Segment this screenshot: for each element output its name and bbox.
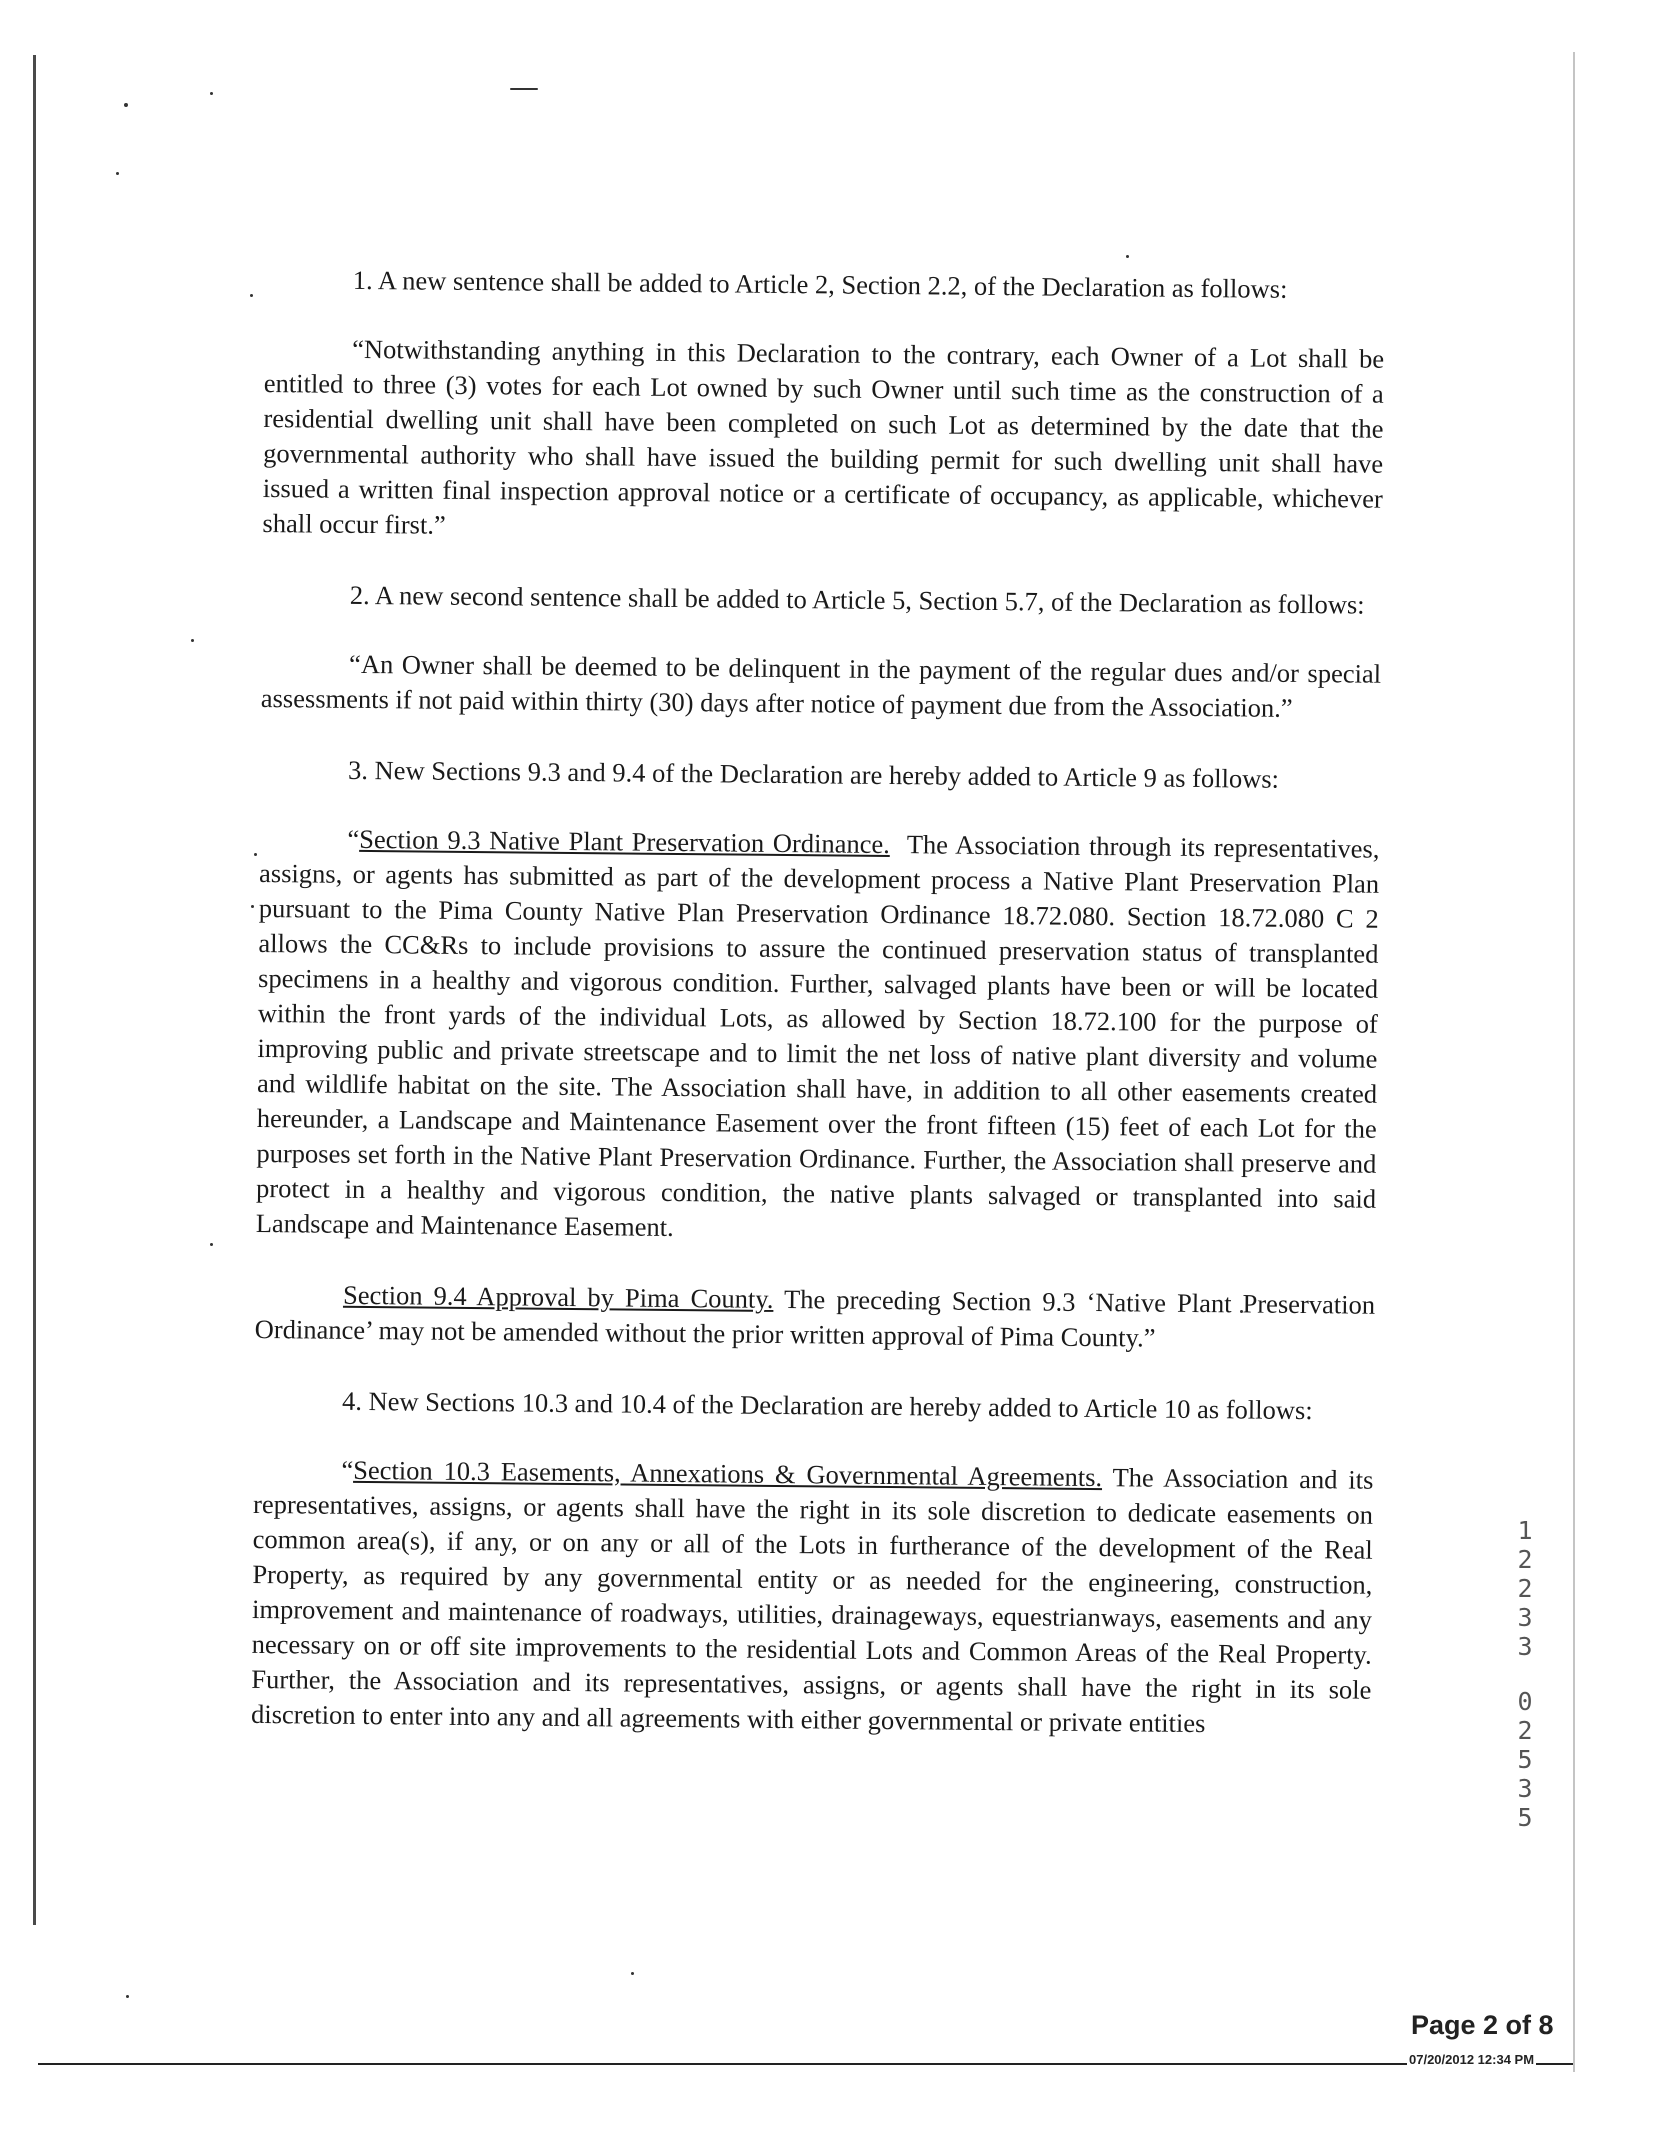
- stamp-bottom-digits: [1510, 1687, 1540, 1832]
- section-9-3-heading: Section 9.3 Native Plant Preservation Ordinance.: [359, 823, 891, 860]
- page-number-label: Page 2 of 8: [1411, 2010, 1554, 2040]
- scan-speck: [210, 1243, 213, 1246]
- stamp-digit: 3: [1517, 1774, 1533, 1803]
- footer-rule: [38, 2063, 1573, 2065]
- amendment-item-1: 1. A new sentence shall be added to Article 2, Section 2.2, of the Declaration as follows:: [352, 264, 1288, 304]
- section-10-3-paragraph: “Section 10.3 Easements, Annexations & Governmental Agreements. The Association and its representatives, assigns, or agents shall have the right in its sole discretion to dedicate easements on common area(s), if any, or on any or all of the Lots in furtherance of the development of the Real Property, as required by any governmental entity or as needed for the engineering, construction, improvement and maintenance of roadways, utilities, drainageways, equestrianways, easements and any necessary on or off site improvements to the residential Lots and Common Areas of the Real Property. Further, the Association and its representatives, assigns, or agents shall have the right in its sole discretion to enter into any and all agreements with either governmental or private entities: [250, 1454, 1374, 1739]
- section-10-3-heading: Section 10.3 Easements, Annexations & Governmental Agreements.: [353, 1454, 1103, 1493]
- stamp-digit: 5: [1517, 1745, 1533, 1774]
- scan-edge-left: [33, 55, 36, 1925]
- stamp-digit: 3: [1517, 1603, 1533, 1632]
- scan-speck: [251, 905, 254, 908]
- scan-speck: [191, 639, 194, 642]
- amendment-2-quote: “An Owner shall be deemed to be delinquent in the payment of the regular dues and/or special assessments if not paid within thirty (30) days after notice of payment due from the Association.”: [260, 648, 1382, 723]
- stamp-digit: 3: [1517, 1632, 1533, 1661]
- scan-speck: [631, 1972, 634, 1975]
- section-9-4-paragraph: [255, 1277, 1376, 1358]
- amendment-1-quote: “Notwithstanding anything in this Declaration to the contrary, each Owner of a Lot shall be entitled to three (3) votes for each Lot owned by such Owner until such time as the construction of a residential dwelling unit shall have been completed on such Lot as determined by the date that the governmental authority who shall have issued the building permit for such dwelling unit shall have issued a written final inspection approval notice or a certificate of occupancy, as applicable, whichever shall occur first.”: [262, 333, 1385, 540]
- amendment-item-3: 3. New Sections 9.3 and 9.4 of the Declaration are hereby added to Article 9 as follows:: [347, 754, 1280, 794]
- section-9-3-text: The Association through its representatives, assigns, or agents has submitted as part of the development process a Native Plant Preservation Plan pursuant to the Pima County Native Plan Preservation Ordinance 18.72.080. Section 18.72.080 C 2 allows the CC&Rs to include provisions to assure the continued preservation status of transplanted specimens in a healthy and vigorous condition. Further, salvaged plants have been or will be located within the front yards of the individual Lots, as allowed by Section 18.72.100 for the purpose of improving public and private streetscape and to limit the net loss of native plant diversity and volume and wildlife habitat on the site. The Association shall have, in addition to all other easements created hereunder, a Landscape and Maintenance Easement over the front fifteen (15) feet of each Lot for the purposes set forth in the Native Plant Preservation Ordinance. Further, the Association shall preserve and protect in a healthy and vigorous condition, the native plants salvaged or transplanted into said Landscape and Maintenance Easement.: [255, 829, 1380, 1242]
- recording-number-stamp: [1510, 1516, 1540, 1858]
- stamp-digit: 1: [1517, 1516, 1533, 1545]
- section-9-4-heading: Section 9.4 Approval by Pima County.: [342, 1279, 774, 1314]
- scan-speck: [124, 103, 128, 107]
- scan-speck: [1126, 255, 1129, 258]
- amendment-item-4: 4. New Sections 10.3 and 10.4 of the Declaration are hereby added to Article 10 as follows:: [341, 1385, 1313, 1426]
- section-10-3-text: The Association and its representatives, assigns, or agents shall have the right in its sole discretion to dedicate easements on common area(s), if any, or on any or all of the Lots in furtherance of the development of the Real Property, as required by any governmental entity or as needed for the engineering, construction, improvement and maintenance of roadways, utilities, drainageways, equestrianways, easements and any necessary on or off site improvements to the residential Lots and Common Areas of the Real Property. Further, the Association and its representatives, assigns, or agents shall have the right in its sole discretion to enter into any and all agreements with either governmental or private entities: [250, 1462, 1374, 1739]
- scan-speck: [254, 853, 257, 856]
- scan-speck: [250, 294, 253, 297]
- stamp-digit: 5: [1517, 1803, 1533, 1832]
- document-body: [251, 262, 1385, 1779]
- stamp-digit: 2: [1517, 1716, 1533, 1745]
- stamp-digit: 2: [1517, 1574, 1533, 1603]
- amendment-item-2: 2. A new second sentence shall be added to Article 5, Section 5.7, of the Declaration as follows:: [349, 579, 1365, 620]
- scan-speck: [210, 92, 213, 95]
- stamp-top-digits: [1510, 1516, 1540, 1661]
- scan-edge-right: [1573, 52, 1575, 2072]
- fax-timestamp: 07/20/2012 12:34 PM: [1409, 2052, 1535, 2067]
- section-9-4-text: The preceding Section 9.3 ‘Native Plant Preservation Ordinance’ may not be amended without the prior written approval of Pima County.”: [254, 1284, 1376, 1353]
- stamp-digit: 0: [1517, 1687, 1533, 1716]
- scan-speck: [126, 1995, 129, 1998]
- section-9-3-paragraph: “Section 9.3 Native Plant Preservation Ordinance. The Association through its representatives, assigns, or agents has submitted as part of the development process a Native Plant Preservation Plan pursuant to the Pima County Native Plan Preservation Ordinance 18.72.080. Section 18.72.080 C 2 allows the CC&Rs to include provisions to assure the continued preservation status of transplanted specimens in a healthy and vigorous condition. Further, salvaged plants have been or will be located within the front yards of the individual Lots, as allowed by Section 18.72.100 for the purpose of improving public and private streetscape and to limit the net loss of native plant diversity and volume and wildlife habitat on the site. The Association shall have, in addition to all other easements created hereunder, a Landscape and Maintenance Easement over the front fifteen (15) feet of each Lot for the purposes set forth in the Native Plant Preservation Ordinance. Further, the Association shall preserve and protect in a healthy and vigorous condition, the native plants salvaged or transplanted into said Landscape and Maintenance Easement.: [255, 823, 1380, 1242]
- scan-speck: [116, 172, 119, 175]
- scan-speck: [510, 88, 538, 90]
- stamp-digit: 2: [1517, 1545, 1533, 1574]
